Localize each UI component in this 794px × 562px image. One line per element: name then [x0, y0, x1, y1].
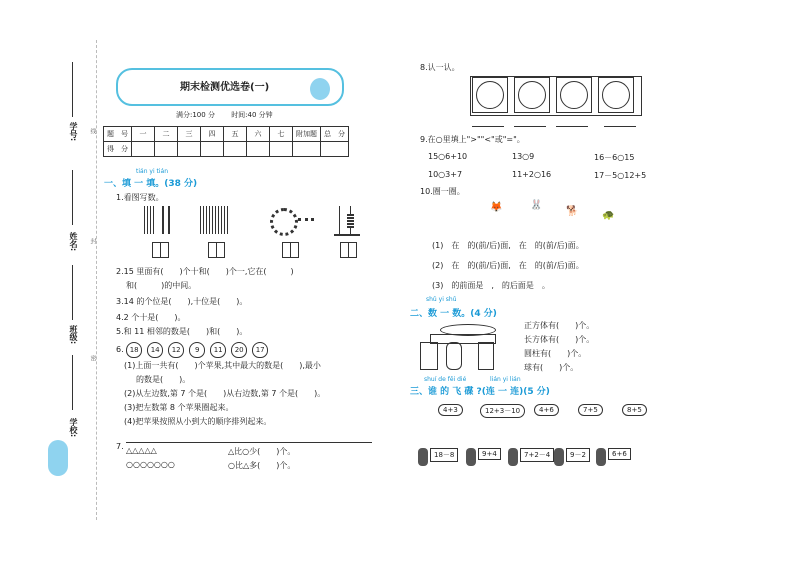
score-header: 三 [178, 127, 201, 142]
person-icon [596, 448, 606, 466]
score-header: 二 [155, 127, 178, 142]
apple-number: 11 [210, 342, 226, 358]
clock-icon [514, 77, 550, 113]
name-label: 姓名: [69, 232, 78, 252]
answer-box[interactable] [152, 242, 169, 258]
binding-line [96, 40, 97, 520]
q6-3: (3)把左数第 8 个苹果圈起来。 [124, 403, 234, 412]
student-id-line [72, 62, 73, 117]
apple-number: 14 [147, 342, 163, 358]
sec2-title: 二、数 一 数。(4 分) [410, 309, 497, 319]
turtle-icon: 🐢 [602, 210, 615, 221]
q9-item[interactable]: 10○3+7 [428, 170, 463, 179]
clock-icon [472, 77, 508, 113]
q7-circles: ○○○○○○○ [126, 460, 175, 469]
answer-line[interactable] [556, 126, 588, 127]
person-icon [418, 448, 428, 466]
sec3-title: 三、谁 的 飞 碟 ?(连 一 连)(5 分) [410, 387, 550, 397]
score-cell[interactable] [224, 142, 247, 157]
q10-1: (1) 在 的(前/后)面, 在 的(前/后)面。 [432, 241, 584, 250]
exam-info [176, 110, 273, 120]
school-line [72, 355, 73, 410]
answer-line[interactable] [514, 126, 546, 127]
q4-text: 4.2 个十是( )。 [116, 313, 186, 322]
exam-time: 时间:40 分钟 [231, 111, 273, 119]
q10-3: (3) 的前面是 , 的后面是 。 [432, 281, 550, 290]
sec2-pinyin: shǔ yi shǔ [426, 296, 457, 303]
name-line [72, 170, 73, 225]
q9-title: 9.在○里填上">""<"或"="。 [420, 135, 525, 144]
person-icon [466, 448, 476, 466]
score-cell[interactable] [270, 142, 293, 157]
q3-text: 3.14 的个位是( ),十位是( )。 [116, 297, 248, 306]
ufo[interactable]: 12+3－10 [480, 404, 525, 418]
sec2-cylinder: 圆柱有( )个。 [524, 349, 587, 358]
person-card[interactable]: 9+4 [478, 448, 501, 460]
apple-number: 20 [231, 342, 247, 358]
score-cell[interactable] [201, 142, 224, 157]
apple-number: 9 [189, 342, 205, 358]
q10-title: 10.圈一圈。 [420, 187, 465, 196]
answer-line[interactable] [604, 126, 636, 127]
rabbit-icon [310, 78, 330, 100]
person-icon [508, 448, 518, 466]
q9-item[interactable]: 13○9 [512, 152, 535, 161]
q7-label: 7. [116, 442, 124, 451]
answer-box[interactable] [340, 242, 357, 258]
beads-icon [268, 206, 318, 234]
sec2-cuboid: 长方体有( )个。 [524, 335, 595, 344]
score-header: 总 分 [321, 127, 349, 142]
clock-icon [598, 77, 634, 113]
abacus-icon [334, 206, 360, 236]
class-label: 班级: [69, 325, 78, 345]
q2-text-2: 和( )的中间。 [126, 281, 197, 290]
score-header: 四 [201, 127, 224, 142]
sec3-pinyin-2: lián yi lián [490, 376, 521, 383]
score-cell[interactable] [321, 142, 349, 157]
q8-text: 8.认一认。 [420, 63, 460, 72]
page-title: 期末检测优选卷(一) [180, 82, 270, 93]
ufo[interactable]: 4+3 [438, 404, 463, 416]
sec3-pinyin-1: shuí de fēi dié [424, 376, 467, 383]
score-header: 六 [247, 127, 270, 142]
score-header: 七 [270, 127, 293, 142]
q9-item[interactable]: 15○6+10 [428, 152, 468, 161]
answer-box[interactable] [282, 242, 299, 258]
q5-text: 5.和 11 相邻的数是( )和( )。 [116, 327, 248, 336]
person-card[interactable]: 18－8 [430, 448, 458, 462]
score-row-label: 得 分 [104, 142, 132, 157]
q1-text: 1.看图写数。 [116, 193, 164, 202]
mascot-icon [48, 440, 68, 476]
apple-number: 17 [252, 342, 268, 358]
sec1-title: 一、填 一 填。(38 分) [104, 179, 198, 189]
rabbit-icon: 🐰 [530, 200, 543, 211]
score-cell[interactable] [132, 142, 155, 157]
q7-a: △比○少( )个。 [228, 447, 296, 456]
person-card[interactable]: 9－2 [566, 448, 590, 462]
q6-2: (2)从左边数,第 7 个是( )从右边数,第 7 个是( )。 [124, 389, 326, 398]
mark-xian: 线 [89, 128, 96, 134]
person-card[interactable]: 7+2－4 [520, 448, 554, 462]
sec2-cube: 正方体有( )个。 [524, 321, 595, 330]
mark-feng: 封 [89, 238, 96, 244]
q9-item[interactable]: 16－6○15 [594, 153, 635, 162]
score-header: 五 [224, 127, 247, 142]
score-cell[interactable] [155, 142, 178, 157]
score-table [103, 126, 349, 157]
q6-1b: 的数是( )。 [136, 375, 191, 384]
ufo[interactable]: 8+5 [622, 404, 647, 416]
score-cell[interactable] [293, 142, 321, 157]
q7-line [126, 442, 372, 443]
full-score: 满分:100 分 [176, 111, 215, 119]
bundle-sticks-icon [200, 206, 230, 234]
apple-number: 12 [168, 342, 184, 358]
ufo[interactable]: 4+6 [534, 404, 559, 416]
q7-triangles: △△△△△ [126, 446, 157, 455]
bundle-sticks-icon [144, 206, 184, 234]
answer-box[interactable] [208, 242, 225, 258]
class-line [72, 265, 73, 320]
score-header: 一 [132, 127, 155, 142]
person-card[interactable]: 6+6 [608, 448, 631, 460]
clock-icon [556, 77, 592, 113]
mark-mi: 密 [89, 355, 96, 361]
q9-item[interactable]: 17－5○12+5 [594, 171, 647, 180]
blocks-picture [420, 324, 506, 370]
apple-number: 18 [126, 342, 142, 358]
q6-1: (1)上面一共有( )个苹果,其中最大的数是( ),最小 [124, 361, 321, 370]
answer-line[interactable] [472, 126, 504, 127]
sec2-sphere: 球有( )个。 [524, 363, 579, 372]
q6-4: (4)把苹果按照从小到大的顺序排列起来。 [124, 417, 272, 426]
score-header: 附加题 [293, 127, 321, 142]
person-icon [554, 448, 564, 466]
q10-2: (2) 在 的(前/后)面, 在 的(前/后)面。 [432, 261, 584, 270]
dog-icon: 🐕 [566, 206, 579, 217]
score-header: 题 号 [104, 127, 132, 142]
apple-row: 6. 18 14 12 9 11 20 17 [116, 342, 273, 358]
sec1-pinyin: tián yi tián [136, 168, 169, 175]
q7-b: ○比△多( )个。 [228, 461, 296, 470]
q9-item[interactable]: 11+2○16 [512, 170, 552, 179]
ufo[interactable]: 7+5 [578, 404, 603, 416]
student-id-label: 学号: [69, 122, 78, 142]
fox-icon: 🦊 [490, 202, 503, 213]
score-cell[interactable] [178, 142, 201, 157]
q2-text: 2.15 里面有( )个十和( )个一,它在( ) [116, 267, 294, 276]
school-label: 学校: [69, 418, 78, 438]
score-cell[interactable] [247, 142, 270, 157]
